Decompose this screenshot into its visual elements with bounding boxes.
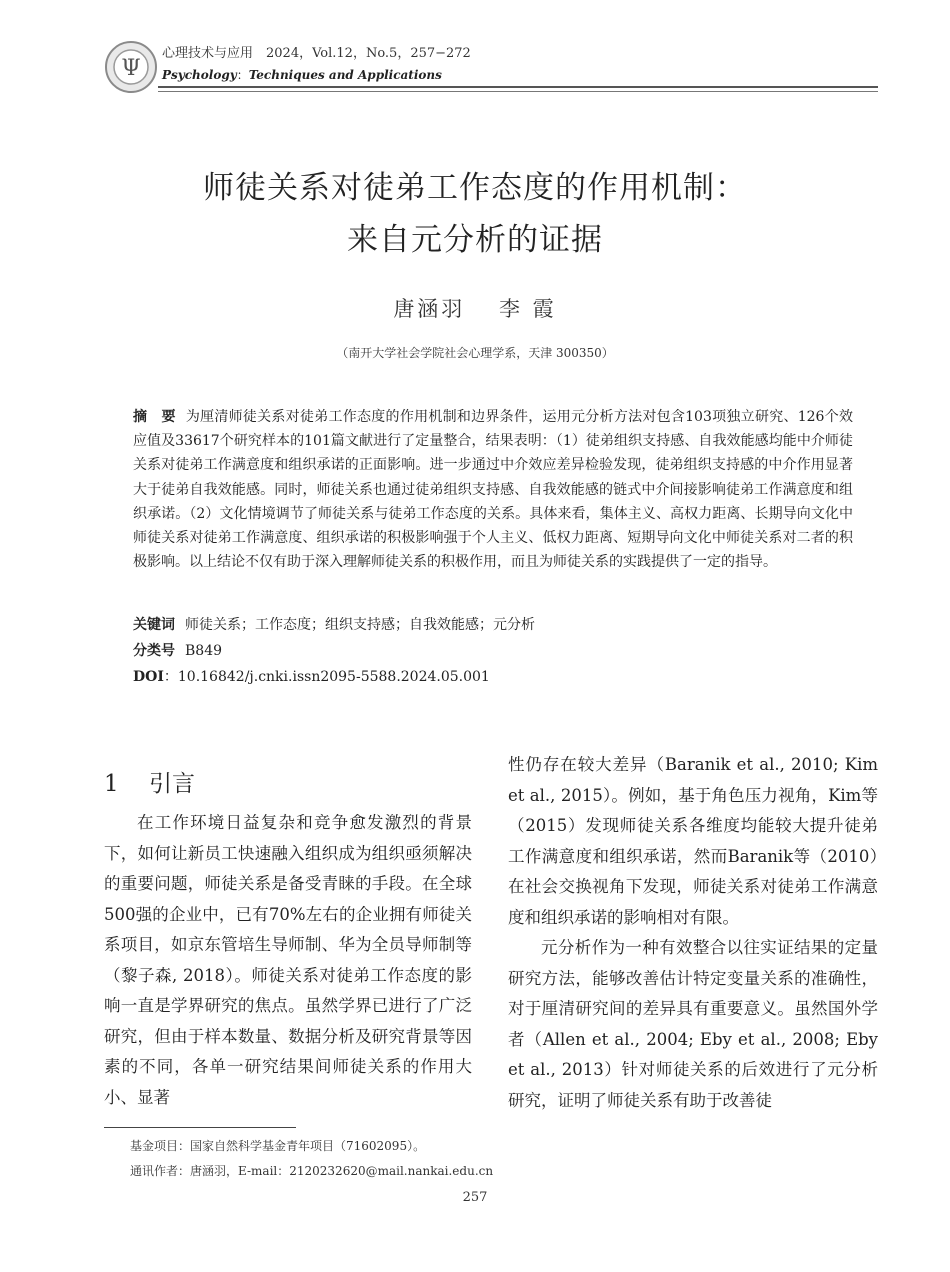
doi bbox=[133, 666, 490, 686]
page-number: 257 bbox=[462, 1190, 488, 1205]
journal-citation: 心理技术与应用 2024，Vol.12，No.5，257−272 bbox=[162, 46, 471, 61]
header-rule-thin bbox=[158, 91, 878, 92]
classification bbox=[133, 640, 222, 660]
abstract-text: 为厘清师徒关系对徒弟工作态度的作用机制和边界条件，运用元分析方法对包含103项独立研究、126个效应值及33617个研究样本的101篇文献进行了定量整合，结果表明：（1）徒弟组织支持感、自我效能感均能中介师徒关系对徒弟工作满意度和组织承诺的正面影响。进一步通过中介效应差异检验发现，徒弟组织支持感的中介作用显著大于徒弟自我效能感。同时，师徒关系也通过徒弟组织支持感、自我效能感的链式中介间接影响徒弟工作满意度和组织承诺。（2）文化情境调节了师徒关系与徒弟工作态度的关系。具体来看，集体主义、高权力距离、长期导向文化中师徒关系对徒弟工作满意度、组织承诺的积极影响强于个人主义、低权力距离、短期导向文化中师徒关系对二者的积极影响。以上结论不仅有助于深入理解师徒关系的积极作用，而且为师徒关系的实践提供了一定的指导。 bbox=[133, 409, 853, 571]
svg-text:Ψ: Ψ bbox=[121, 56, 141, 81]
paper-title-line1: 师徒关系对徒弟工作态度的作用机制： bbox=[203, 170, 747, 206]
footnote-rule bbox=[104, 1127, 296, 1128]
paper-title-line2: 来自元分析的证据 bbox=[347, 222, 603, 258]
paragraph: 性仍存在较大差异（Baranik et al., 2010; Kim et al., 2015）。例如，基于角色压力视角，Kim等（2015）发现师徒关系各维度均能较大提升徒弟工作满意度和组织承诺，然而Baranik等（2010）在社会交换视角下发现，师徒关系对徒弟工作满意度和组织承诺的影响相对有限。 bbox=[508, 755, 878, 927]
journal-logo bbox=[104, 40, 158, 94]
section-heading: 1 引言 bbox=[104, 771, 195, 797]
paragraph: 元分析作为一种有效整合以往实证结果的定量研究方法，能够改善估计特定变量关系的准确性，对于厘清研究间的差异具有重要意义。虽然国外学者（Allen et al., 2004; Eby et al., 2008; Eby et al., 2013）针对师徒关系的后效进行了元分析研究，证明了师徒关系有助于改善徒 bbox=[508, 938, 878, 1110]
doi-label: DOI bbox=[133, 669, 164, 685]
keywords bbox=[133, 614, 535, 634]
keywords-label: 关键词 bbox=[133, 617, 175, 633]
footnote-contact: 通讯作者：唐涵羽，E-mail：2120232620@mail.nankai.edu.cn bbox=[130, 1164, 494, 1178]
footnote-fund: 基金项目：国家自然科学基金青年项目（71602095）。 bbox=[130, 1139, 426, 1153]
classification-text: B849 bbox=[185, 643, 223, 659]
abstract bbox=[133, 405, 853, 574]
paragraph: 在工作环境日益复杂和竞争愈发激烈的背景下，如何让新员工快速融入组织成为组织亟须解决的重要问题，师徒关系是备受青睐的手段。在全球500强的企业中，已有70%左右的企业拥有师徒关系项目，如京东管培生导师制、华为全员导师制等（黎子森, 2018）。师徒关系对徒弟工作态度的影响一直是学界研究的焦点。虽然学界已进行了广泛研究，但由于样本数量、数据分析及研究背景等因素的不同，各单一研究结果间师徒关系的作用大小、显著 bbox=[104, 813, 472, 1107]
journal-english-name: Psychology：Techniques and Applications bbox=[162, 68, 442, 82]
header-rule bbox=[158, 86, 878, 88]
classification-label: 分类号 bbox=[133, 643, 175, 659]
authors: 唐涵羽 李 霞 bbox=[393, 297, 557, 321]
keywords-text: 师徒关系；工作态度；组织支持感；自我效能感；元分析 bbox=[185, 617, 535, 633]
affiliation: （南开大学社会学院社会心理学系，天津 300350） bbox=[336, 346, 614, 360]
abstract-label: 摘 要 bbox=[133, 409, 176, 425]
left-column bbox=[104, 808, 472, 1113]
doi-text: ：10.16842/j.cnki.issn2095-5588.2024.05.001 bbox=[163, 669, 490, 685]
right-column bbox=[508, 750, 878, 1116]
